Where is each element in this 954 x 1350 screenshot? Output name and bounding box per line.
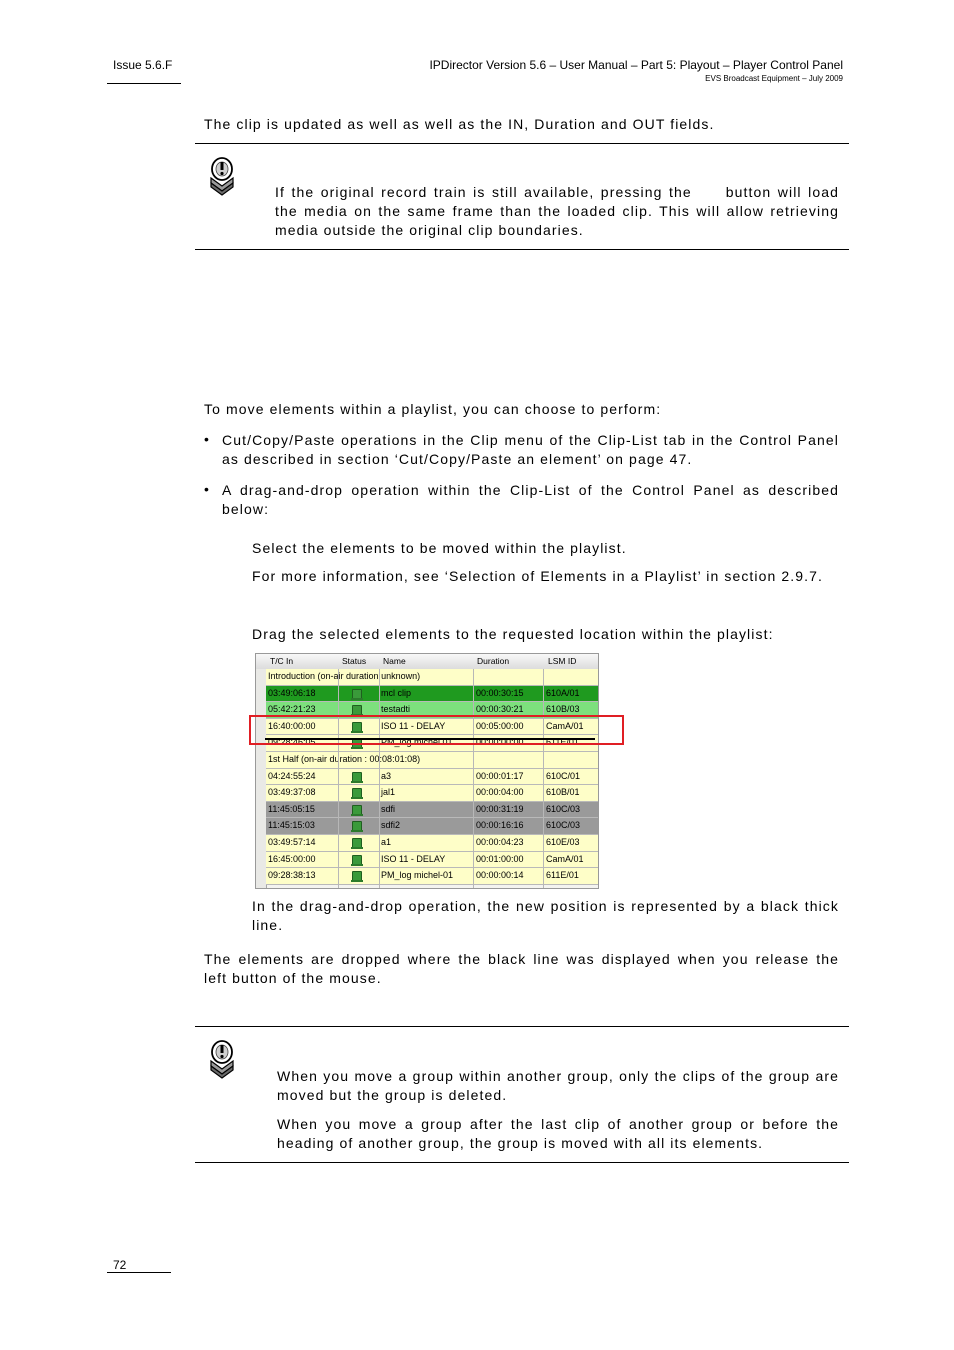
step1-text: Select the elements to be moved within the playlist. [252,540,627,556]
duration-cell: 00:00:31:19 [476,803,524,814]
name-cell: sdfi2 [381,820,401,831]
note2-bottom-rule [195,1162,849,1163]
column-header-lsm-id: LSM ID [548,656,577,666]
group-header-row[interactable] [266,752,598,769]
note-icon [207,156,237,196]
table-row[interactable] [266,785,598,802]
note2-para1: When you move a group within another group, only the clips of the group are moved but the group is deleted. [277,1068,839,1103]
group-label: 1st Half (on-air duration : 00:08:01:08) [268,754,421,764]
table-row[interactable] [266,868,598,885]
document-subtitle: EVS Broadcast Equipment – July 2009 [705,74,843,83]
status-icon [352,838,362,848]
bullet-item-cut-copy-paste: Cut/Copy/Paste operations in the Clip menu of the Clip-List tab in the Control Panel as described in section ‘Cut/Copy/Paste an element’ on page 47. [222,432,839,467]
highlight-box [249,715,624,748]
note1-text [275,183,839,240]
group-label: Introduction (on-air duration unknown) [268,671,421,681]
table-row[interactable] [266,686,598,703]
note-icon [207,1039,237,1079]
issue-label: Issue 5.6.F [113,58,173,72]
table-row[interactable] [266,835,598,852]
name-cell: PM_log michel-01 [381,870,454,881]
note2-para2: When you move a group after the last clip of another group or before the heading of another group, the group is moved with all its elements. [277,1116,839,1151]
step2-after-text: In the drag-and-drop operation, the new position is represented by a black thick line. [252,898,839,933]
column-header-duration: Duration [477,656,510,666]
table-row[interactable] [266,802,598,819]
bullet-item-drag-drop: A drag-and-drop operation within the Clip-List of the Control Panel as described below: [222,482,839,517]
lsm-id-cell: 611E/01 [546,870,579,881]
tc-in-cell: 09:28:38:13 [268,870,316,881]
column-separator [543,669,544,888]
name-cell: ISO 11 - DELAY [381,720,446,731]
duration-cell: 00:01:00:00 [476,853,524,864]
tc-in-cell: 05:42:21:23 [268,704,316,715]
page-number: 72 [113,1258,127,1272]
header-rule [107,83,181,84]
status-icon [352,871,362,881]
tc-in-cell: 16:45:00:00 [268,853,316,864]
move-intro: To move elements within a playlist, you can choose to perform: [204,401,662,417]
lsm-id-cell: 610A/01 [546,687,580,698]
tc-in-cell: 03:49:06:18 [268,687,316,698]
release-text: The elements are dropped where the black line was displayed when you release the left button of the mouse. [204,951,839,986]
duration-cell: 00:00:30:15 [476,687,524,698]
duration-cell: 00:00:04:00 [476,787,524,798]
status-icon [352,855,362,865]
tc-in-cell: 11:45:15:03 [268,820,315,831]
name-cell: mcl clip [381,687,412,698]
step1-more-text: For more information, see ‘Selection of Elements in a Playlist’ in section 2.9.7. [252,568,824,584]
note1-bottom-rule [195,249,849,250]
duration-cell: 00:00:00:00 [476,737,524,748]
lsm-id-cell: CamA/01 [546,853,584,864]
tc-in-cell: 09:28:46:05 [268,737,316,748]
duration-cell: 00:00:16:16 [476,820,524,831]
table-row[interactable] [266,818,598,835]
group-header-row[interactable] [266,669,598,686]
intro-sentence: The clip is updated as well as well as the IN, Duration and OUT fields. [204,116,715,132]
column-header-name: Name [383,656,406,666]
note2-top-rule [195,1026,849,1027]
column-header-status: Status [342,656,367,666]
status-icon [352,689,362,699]
duration-cell: 00:00:04:23 [476,837,524,847]
duration-cell: 00:00:30:21 [476,704,524,715]
lsm-id-cell: 610C/01 [546,770,581,781]
duration-cell: 00:05:00:00 [476,720,524,731]
lsm-id-cell: CamA/01 [546,720,584,731]
lsm-id-cell: 610C/03 [546,803,581,814]
column-separator [473,669,474,888]
note1-top-rule [195,143,849,144]
lsm-id-cell: 610B/01 [546,787,580,798]
table-row[interactable] [266,769,598,786]
name-cell: PM_log michel 01 [381,737,453,748]
lsm-id-cell: 611E/01 [546,737,579,748]
name-cell: sdfi [381,803,396,814]
status-icon [352,788,362,798]
name-cell: ISO 11 - DELAY [381,853,446,864]
duration-cell: 00:00:00:14 [476,870,524,881]
step2-text: Drag the selected elements to the requested location within the playlist: [252,626,774,642]
bullet-marker: • [204,431,209,447]
column-header-tc-in: T/C In [270,656,294,666]
document-title: IPDirector Version 5.6 – User Manual – Part 5: Playout – Player Control Panel [429,58,843,72]
column-separator [338,669,339,888]
table-row[interactable] [266,852,598,869]
bullet-marker: • [204,481,209,497]
name-cell: a1 [381,837,392,847]
tc-in-cell: 03:49:37:08 [268,787,316,798]
note1-text-before: If the original record train is still available, pressing the [275,184,692,200]
clip-list-screenshot [255,653,599,889]
lsm-id-cell: 610E/03 [546,837,580,847]
footer-rule [107,1272,171,1273]
status-icon [352,821,362,831]
tc-in-cell: 03:49:57:14 [268,837,316,847]
tc-in-cell: 11:45:05:15 [268,803,315,814]
name-cell: testadti [381,704,411,715]
status-icon [352,705,362,715]
clip-list-header [256,654,598,670]
lsm-id-cell: 610C/03 [546,820,581,831]
status-icon [352,772,362,782]
status-icon [352,805,362,815]
lsm-id-cell: 610B/03 [546,704,580,715]
note1-text-after: button will load the media on the same frame than the loaded clip. This will allow retrieving media outside the original clip boundaries. [275,184,839,238]
name-cell: jal1 [381,787,396,798]
tc-in-cell: 16:40:00:00 [268,720,316,731]
column-separator [379,669,380,888]
name-cell: a3 [381,770,392,781]
duration-cell: 00:00:01:17 [476,770,524,781]
tc-in-cell: 04:24:55:24 [268,770,316,781]
